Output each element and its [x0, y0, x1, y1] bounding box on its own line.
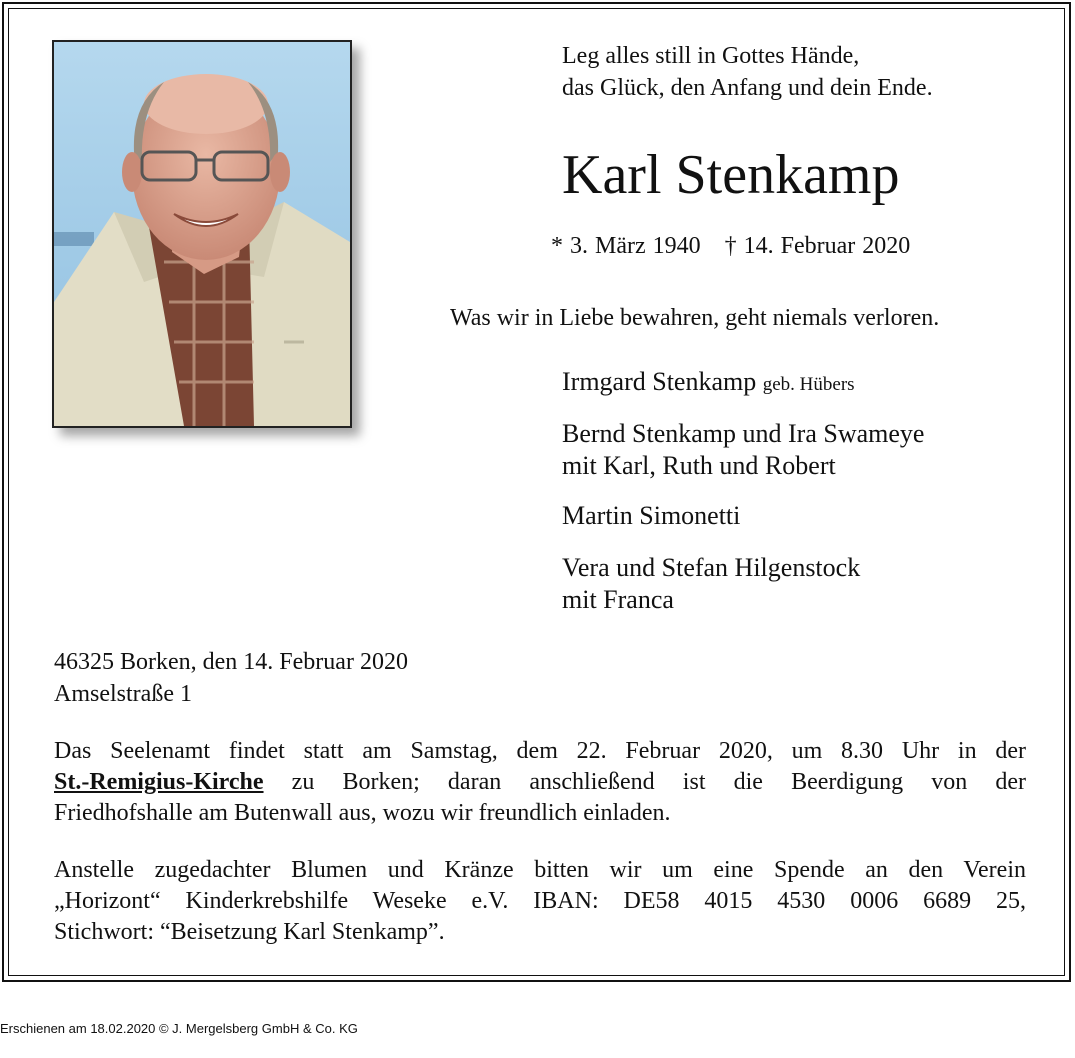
- donation-line: Anstelle zugedachter Blumen und Kränze bitten wir um eine Spende an den Verein: [54, 857, 1026, 883]
- service-line: Das Seelenamt findet statt am Samstag, dem 22. Februar 2020, um 8.30 Uhr in der: [54, 738, 1026, 764]
- donation-line: Stichwort: “Beisetzung Karl Stenkamp”.: [54, 919, 445, 945]
- mourner-name: Bernd Stenkamp und Ira Swameye: [562, 419, 925, 448]
- service-line: Friedhofshalle am Butenwall aus, wozu wir freundlich einladen.: [54, 800, 671, 826]
- service-paragraph: [54, 736, 1026, 829]
- life-dates: [551, 230, 910, 262]
- verse-line: das Glück, den Anfang und dein Ende.: [562, 75, 933, 101]
- mourner-entry: [562, 552, 860, 616]
- mourner-name: Irmgard Stenkamp: [562, 367, 757, 396]
- mourner-entry: [562, 418, 924, 482]
- motto: Was wir in Liebe bewahren, geht niemals verloren.: [450, 305, 940, 331]
- birth-date: * 3. März 1940: [551, 233, 701, 259]
- service-line: [54, 767, 1026, 798]
- donation-paragraph: [54, 855, 1026, 948]
- address-line: Amselstraße 1: [54, 681, 192, 707]
- donation-line: „Horizont“ Kinderkrebshilfe Weseke e.V. IBAN: DE58 4015 4530 0006 6689 25,: [54, 888, 1026, 914]
- portrait-photo: [52, 40, 352, 428]
- mourner-entry: [562, 500, 740, 532]
- publication-footer: Erschienen am 18.02.2020 © J. Mergelsberg GmbH & Co. KG: [0, 1021, 358, 1036]
- maiden-name: geb. Hübers: [762, 374, 855, 395]
- mourner-entry: [562, 366, 855, 401]
- mourner-name: mit Karl, Ruth und Robert: [562, 451, 836, 480]
- mourner-name: mit Franca: [562, 585, 674, 614]
- service-line-rest: zu Borken; daran anschließend ist die Beerdigung von der: [263, 769, 1026, 795]
- death-date: † 14. Februar 2020: [724, 233, 911, 259]
- place-date: [54, 646, 408, 710]
- deceased-name: Karl Stenkamp: [562, 144, 900, 206]
- church-name: St.-Remigius-Kirche: [54, 769, 264, 795]
- verse-line: Leg alles still in Gottes Hände,: [562, 43, 860, 69]
- verse: [562, 40, 933, 104]
- place-line: 46325 Borken, den 14. Februar 2020: [54, 649, 408, 675]
- mourner-name: Vera und Stefan Hilgenstock: [562, 553, 861, 582]
- mourner-name: Martin Simonetti: [562, 501, 741, 530]
